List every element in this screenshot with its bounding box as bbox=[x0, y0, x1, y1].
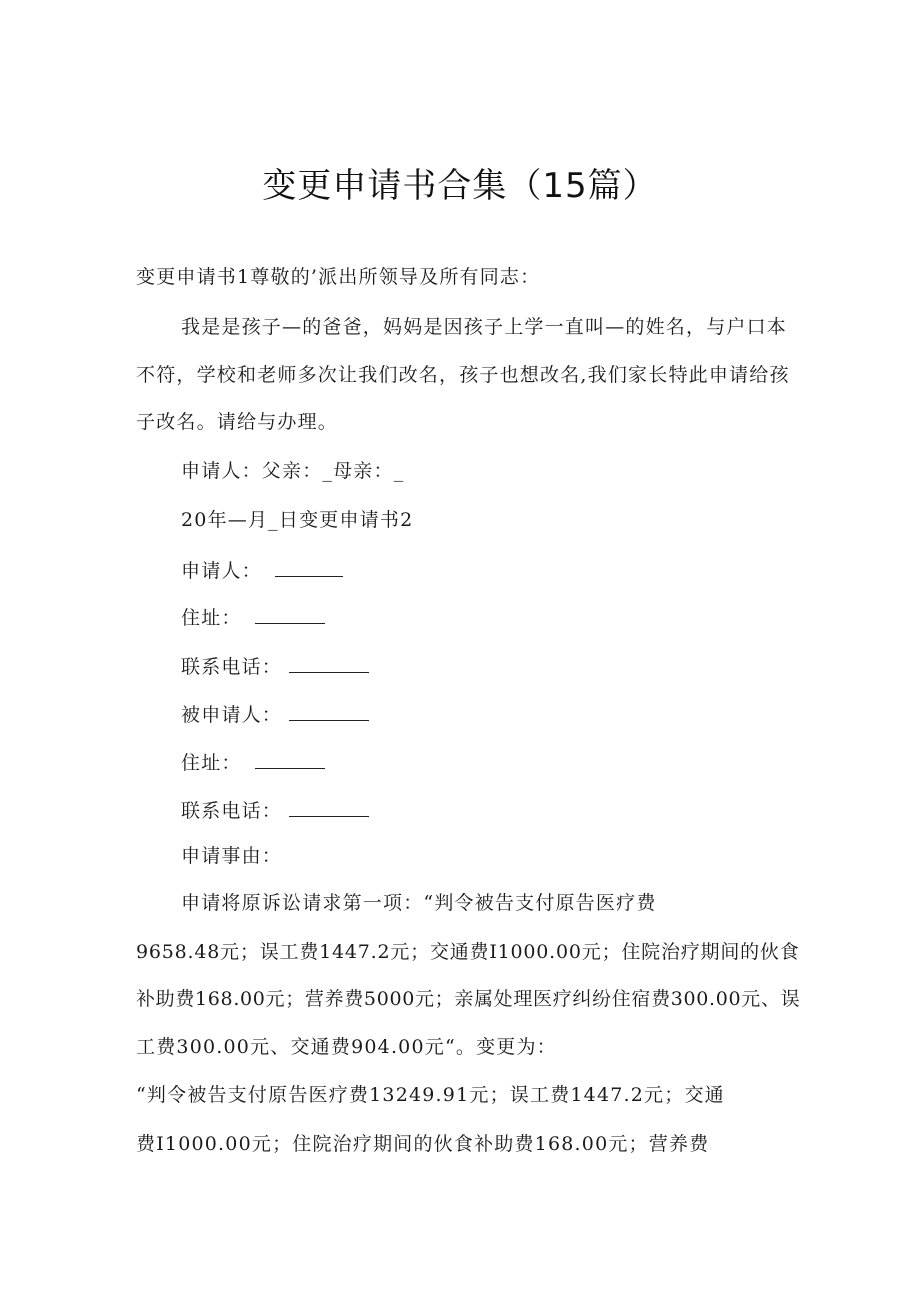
text-line: 费I1000.00元；住院治疗期间的伙食补助费168.00元；营养费 bbox=[136, 1133, 710, 1155]
text-line: 子改名。请给与办理。 bbox=[136, 411, 339, 433]
text-line: 申请将原诉讼请求第一项：“判令被告支付原告医疗费 bbox=[181, 892, 657, 914]
blank-underline bbox=[255, 603, 325, 624]
blank-underline bbox=[255, 748, 325, 769]
form-line-respondent bbox=[181, 700, 369, 727]
text-line: 工费300.00元、交通费904.00元“。变更为： bbox=[136, 1036, 557, 1058]
text-line: 我是是孩子—的爸爸，妈妈是因孩子上学一直叫—的姓名，与户口本 bbox=[181, 316, 788, 338]
form-label: 联系电话： bbox=[181, 656, 283, 678]
blank-underline bbox=[289, 796, 369, 817]
form-label: 被申请人： bbox=[181, 704, 283, 726]
form-line-phone bbox=[181, 796, 369, 823]
blank-underline bbox=[289, 700, 369, 721]
blank-underline bbox=[289, 652, 369, 673]
form-label: 联系电话： bbox=[181, 800, 283, 822]
text-line: 不符，学校和老师多次让我们改名，孩子也想改名,我们家长特此申请给孩 bbox=[136, 364, 790, 386]
form-line-address bbox=[181, 748, 325, 775]
text-line: 9658.48元；误工费1447.2元；交通费I1000.00元；住院治疗期间的伙食 bbox=[136, 941, 800, 963]
document-title: 变更申请书合集（15篇） bbox=[262, 166, 658, 206]
form-line-address bbox=[181, 603, 325, 630]
form-label: 住址： bbox=[181, 607, 242, 629]
blank-underline bbox=[275, 556, 343, 577]
text-line: 申请事由： bbox=[181, 845, 283, 867]
text-line: 20年—月_日变更申请书2 bbox=[181, 509, 414, 531]
form-line-phone bbox=[181, 652, 369, 679]
form-label: 住址： bbox=[181, 752, 242, 774]
text-line: 申请人：父亲：_母亲：_ bbox=[181, 460, 405, 482]
text-line: “判令被告支付原告医疗费13249.91元；误工费1447.2元；交通 bbox=[136, 1084, 725, 1106]
form-line-applicant bbox=[181, 556, 343, 583]
text-line: 补助费168.00元；营养费5000元；亲属处理医疗纠纷住宿费300.00元、误 bbox=[136, 988, 801, 1010]
text-line: 变更申请书1尊敬的’派出所领导及所有同志： bbox=[136, 266, 541, 288]
form-label: 申请人： bbox=[181, 560, 262, 582]
